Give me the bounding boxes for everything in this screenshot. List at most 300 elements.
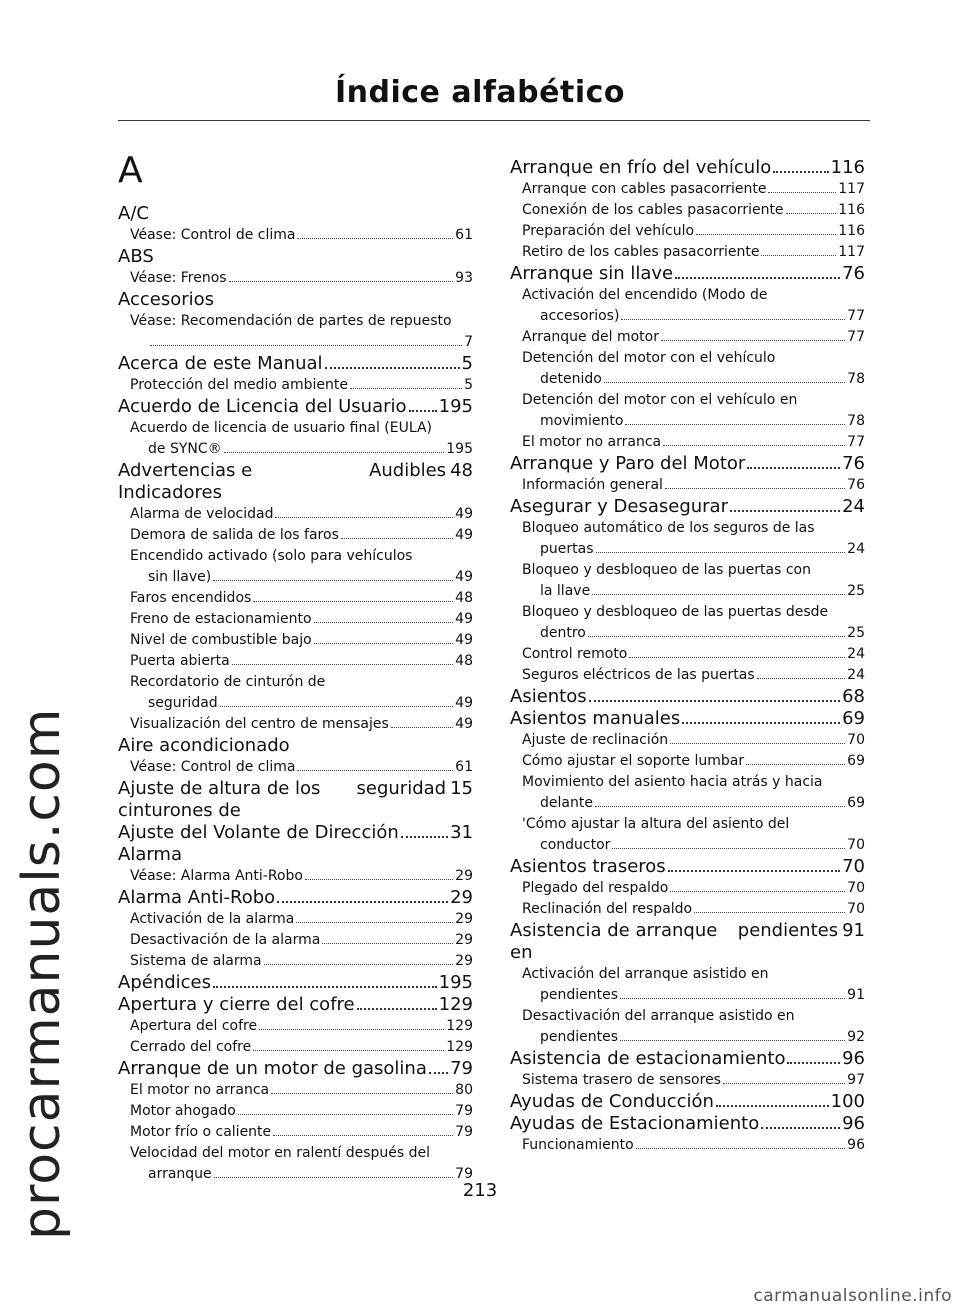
index-subentry	[510, 518, 865, 560]
page-ref: 7	[464, 334, 473, 350]
dot-leader	[629, 657, 845, 658]
dot-leader	[409, 410, 437, 412]
entry-text: Conexión de los cables pasacorriente	[522, 202, 784, 218]
index-heading	[118, 994, 473, 1016]
entry-text: Acuerdo de licencia de usuario final (EULA)	[130, 420, 433, 436]
entry-text: Asegurar y Desasegurar	[510, 496, 728, 517]
title-divider	[118, 120, 870, 121]
entry-text: Activación del arranque asistido en	[522, 966, 769, 982]
entry-continuation	[522, 1027, 865, 1048]
index-subentry	[118, 1101, 473, 1122]
dot-leader	[213, 580, 453, 581]
entry-text: 'Cómo ajustar la altura del asiento del	[522, 816, 790, 832]
index-subentry	[510, 560, 865, 602]
entry-text: Funcionamiento	[522, 1137, 634, 1153]
page-ref: 78	[847, 413, 865, 429]
dot-leader	[229, 281, 454, 282]
index-subentry	[118, 546, 473, 588]
page-ref: 61	[455, 227, 473, 243]
entry-text: Recordatorio de cinturón de	[130, 674, 326, 690]
page-ref: 24	[847, 667, 865, 683]
page-ref: 29	[455, 868, 473, 884]
entry-text: Bloqueo y desbloqueo de las puertas con	[522, 562, 811, 578]
page-ref: 70	[847, 732, 865, 748]
index-subentry	[510, 179, 865, 200]
entry-text: Freno de estacionamiento	[130, 611, 312, 627]
index-heading	[118, 396, 473, 418]
entry-continuation	[522, 539, 865, 560]
index-heading	[118, 460, 473, 504]
entry-text: Acuerdo de Licencia del Usuario	[118, 396, 407, 417]
dot-leader	[757, 678, 846, 679]
index-subentry	[510, 432, 865, 453]
page-ref: 116	[830, 157, 865, 178]
page-ref: 49	[455, 695, 473, 711]
page-ref: 70	[847, 837, 865, 853]
index-subentry	[118, 1122, 473, 1143]
index-entries-left	[118, 203, 473, 1185]
page-ref: 195	[438, 396, 473, 417]
page-ref: 77	[847, 434, 865, 450]
dot-leader	[682, 722, 840, 724]
entry-text: Activación de la alarma	[130, 911, 295, 927]
index-subentry	[118, 672, 473, 714]
entry-text-cont: pendientes	[540, 987, 619, 1003]
entry-text: Ayudas de Estacionamiento	[510, 1113, 760, 1134]
dot-leader	[786, 213, 837, 214]
index-column-left	[118, 145, 473, 1185]
dot-leader	[620, 998, 845, 999]
index-subentry	[118, 504, 473, 525]
dot-leader	[696, 234, 836, 235]
index-subentry	[510, 751, 865, 772]
dot-leader	[670, 891, 845, 892]
page-ref: 80	[455, 1082, 473, 1098]
dot-leader	[275, 517, 453, 518]
page-ref: 69	[847, 795, 865, 811]
page-ref: 77	[847, 329, 865, 345]
entry-text: Velocidad del motor en ralentí después del	[130, 1145, 431, 1161]
index-heading	[118, 887, 473, 909]
entry-text-cont: sin llave)	[148, 569, 212, 585]
page-ref: 97	[847, 1072, 865, 1088]
dot-leader	[620, 1040, 845, 1041]
entry-text: El motor no arranca	[522, 434, 662, 450]
index-subentry	[510, 221, 865, 242]
page-ref: 31	[450, 822, 473, 843]
page-ref: 129	[446, 1039, 473, 1055]
index-subentry	[118, 311, 473, 353]
dot-leader	[761, 255, 836, 256]
index-entries-right	[510, 157, 865, 1156]
entry-continuation	[522, 835, 865, 856]
index-subentry	[510, 242, 865, 263]
entry-text: Ajuste de altura de los cinturones de	[118, 778, 321, 821]
index-subentry	[118, 1143, 473, 1185]
page-ref: 69	[847, 753, 865, 769]
index-subentry	[118, 1037, 473, 1058]
index-subentry	[118, 1080, 473, 1101]
page-ref: 5	[461, 353, 473, 374]
index-heading	[510, 157, 865, 179]
index-heading	[510, 496, 865, 518]
index-subentry	[510, 327, 865, 348]
dot-leader	[150, 345, 462, 346]
entry-text: Acerca de este Manual	[118, 353, 323, 374]
entry-text: Véase: Alarma Anti-Robo	[130, 868, 303, 884]
index-heading	[510, 263, 865, 285]
entry-text: Motor ahogado	[130, 1103, 236, 1119]
index-heading	[510, 1113, 865, 1135]
page-ref: 49	[455, 632, 473, 648]
index-subentry	[118, 225, 473, 246]
dot-leader	[273, 1135, 453, 1136]
page-ref: 78	[847, 371, 865, 387]
dot-leader	[773, 171, 828, 173]
entry-text: Puerta abierta	[130, 653, 230, 669]
index-subentry	[510, 730, 865, 751]
entry-text: Apéndices	[118, 972, 211, 993]
index-subentry	[510, 602, 865, 644]
dot-leader	[297, 238, 453, 239]
page-ref: 117	[838, 181, 865, 197]
entry-continuation	[130, 693, 473, 714]
entry-text-cont: delante	[540, 795, 593, 811]
index-subentry	[510, 665, 865, 686]
entry-text: Reclinación del respaldo	[522, 901, 693, 917]
dot-leader	[592, 594, 845, 595]
page-ref: 49	[455, 527, 473, 543]
dot-leader	[325, 367, 460, 369]
entry-text: Nivel de combustible bajo	[130, 632, 312, 648]
index-subentry	[118, 588, 473, 609]
index-subentry	[118, 866, 473, 887]
entry-continuation	[522, 581, 865, 602]
dot-leader	[357, 1008, 437, 1010]
dot-leader	[716, 1105, 829, 1107]
index-heading	[118, 353, 473, 375]
index-subentry	[118, 418, 473, 460]
page-ref: 61	[455, 759, 473, 775]
page-ref: 77	[847, 308, 865, 324]
entry-text: Arranque con cables pasacorriente	[522, 181, 767, 197]
dot-leader	[314, 622, 454, 623]
dot-leader	[271, 1093, 453, 1094]
entry-text: Arranque sin llave	[510, 263, 674, 284]
index-subentry	[510, 772, 865, 814]
entry-text: Asientos manuales	[510, 708, 681, 729]
page-ref: 195	[438, 972, 473, 993]
dot-leader	[305, 879, 453, 880]
page-ref: 5	[464, 377, 473, 393]
dot-leader	[264, 964, 454, 965]
entry-continuation	[130, 332, 473, 353]
entry-text-cont: seguridad	[148, 695, 218, 711]
dot-leader	[665, 488, 845, 489]
entry-text: Apertura y cierre del cofre	[118, 994, 355, 1015]
dot-leader	[297, 770, 453, 771]
page-ref: 29	[455, 911, 473, 927]
page-ref: 49	[455, 611, 473, 627]
entry-text: Ayudas de Conducción	[510, 1091, 714, 1112]
entry-text-cont: accesorios)	[540, 308, 620, 324]
dot-leader	[636, 1148, 845, 1149]
entry-continuation	[345, 778, 473, 800]
dot-leader	[429, 1072, 448, 1074]
entry-text: Detención del motor con el vehículo en	[522, 392, 798, 408]
dot-leader	[322, 943, 453, 944]
index-subentry	[510, 878, 865, 899]
index-heading: Aire acondicionado	[118, 735, 290, 756]
entry-continuation	[130, 439, 473, 460]
entry-text: Encendido activado (solo para vehículos	[130, 548, 413, 564]
index-subentry	[510, 814, 865, 856]
index-subentry	[510, 390, 865, 432]
index-subentry	[510, 644, 865, 665]
entry-text: Desactivación del arranque asistido en	[522, 1008, 795, 1024]
dot-leader	[350, 388, 462, 389]
entry-text: Cómo ajustar el soporte lumbar	[522, 753, 745, 769]
entry-text: Asistencia de estacionamiento	[510, 1048, 786, 1069]
dot-leader	[314, 643, 454, 644]
dot-leader	[761, 1127, 840, 1129]
index-heading	[118, 972, 473, 994]
index-subentry	[118, 630, 473, 651]
index-subentry	[510, 899, 865, 920]
index-subentry	[510, 1070, 865, 1091]
page-ref: 24	[842, 496, 865, 517]
entry-text: Control remoto	[522, 646, 628, 662]
entry-text: Movimiento del asiento hacia atrás y hacia	[522, 774, 823, 790]
entry-text: Asientos traseros	[510, 856, 666, 877]
entry-text: Preparación del vehículo	[522, 223, 695, 239]
index-subentry	[510, 1006, 865, 1048]
dot-leader	[401, 836, 448, 838]
index-subentry	[118, 951, 473, 972]
page-ref: 116	[838, 223, 865, 239]
entry-text: Advertencias e Indicadores	[118, 460, 253, 503]
page-ref: 129	[446, 1018, 473, 1034]
dot-leader	[747, 467, 840, 469]
page-ref: 91	[842, 920, 865, 941]
page-ref: 49	[455, 506, 473, 522]
page-ref: 100	[830, 1091, 865, 1112]
index-heading	[510, 920, 865, 964]
entry-text: Alarma Anti-Robo	[118, 887, 276, 908]
page-ref: 96	[842, 1113, 865, 1134]
entry-text-cont: Audibles	[369, 460, 447, 481]
dot-leader	[220, 706, 454, 707]
index-column-right	[510, 157, 865, 1156]
dot-leader	[232, 664, 453, 665]
dot-leader	[787, 1062, 840, 1064]
index-heading	[510, 856, 865, 878]
dot-leader	[391, 727, 453, 728]
entry-continuation	[357, 460, 473, 482]
entry-text-cont: dentro	[540, 625, 586, 641]
entry-text: Alarma de velocidad	[130, 506, 274, 522]
entry-text-cont: pendientes	[540, 1029, 619, 1045]
index-subentry	[118, 1016, 473, 1037]
page-ref: 93	[455, 270, 473, 286]
page-ref: 25	[847, 625, 865, 641]
entry-text-cont: conductor	[540, 837, 611, 853]
page-ref: 195	[446, 441, 473, 457]
entry-text: Plegado del respaldo	[522, 880, 669, 896]
section-letter: A	[118, 150, 143, 191]
entry-text: Bloqueo automático de los seguros de las	[522, 520, 815, 536]
dot-leader	[253, 1050, 444, 1051]
dot-leader	[224, 452, 445, 453]
entry-text: Ajuste del Volante de Dirección	[118, 822, 399, 843]
page-ref: 76	[847, 477, 865, 493]
index-subentry	[118, 525, 473, 546]
entry-continuation	[522, 985, 865, 1006]
entry-text: El motor no arranca	[130, 1082, 270, 1098]
index-subentry	[118, 375, 473, 396]
index-subentry	[118, 651, 473, 672]
dot-leader	[296, 922, 453, 923]
page-ref: 24	[847, 541, 865, 557]
page-ref: 15	[450, 778, 473, 799]
page-ref: 79	[450, 1058, 473, 1079]
dot-leader	[694, 912, 845, 913]
dot-leader	[663, 445, 845, 446]
entry-text: Asistencia de arranque en	[510, 920, 718, 963]
page-ref: 79	[455, 1103, 473, 1119]
entry-continuation	[522, 306, 865, 327]
entry-text: Arranque y Paro del Motor	[510, 453, 746, 474]
page-ref: 48	[450, 460, 473, 481]
index-subentry	[510, 348, 865, 390]
page-number: 213	[462, 1180, 498, 1201]
dot-leader	[746, 764, 845, 765]
entry-text-cont: puertas	[540, 541, 594, 557]
entry-text-cont: de SYNC®	[148, 441, 222, 457]
entry-text: Arranque en frío del vehículo	[510, 157, 772, 178]
index-heading: Accesorios	[118, 289, 215, 310]
dot-leader	[661, 340, 845, 341]
entry-text: Desactivación de la alarma	[130, 932, 321, 948]
index-heading: Alarma	[118, 844, 182, 865]
page-ref: 96	[842, 1048, 865, 1069]
dot-leader	[768, 192, 836, 193]
entry-text: Apertura del cofre	[130, 1018, 258, 1034]
page-ref: 129	[438, 994, 473, 1015]
page-ref: 96	[847, 1137, 865, 1153]
entry-continuation	[726, 920, 865, 942]
entry-text-cont: arranque	[148, 1166, 212, 1182]
index-heading	[118, 778, 473, 822]
page-ref: 25	[847, 583, 865, 599]
index-subentry	[118, 714, 473, 735]
entry-text-cont: movimiento	[540, 413, 624, 429]
index-subentry	[510, 285, 865, 327]
entry-text-cont: pendientes	[737, 920, 839, 941]
dot-leader	[621, 319, 845, 320]
entry-text-cont: seguridad	[356, 778, 447, 799]
index-subentry	[510, 475, 865, 496]
index-heading: A/C	[118, 203, 149, 224]
dot-leader	[341, 538, 453, 539]
page-ref: 29	[455, 932, 473, 948]
dot-leader	[595, 806, 845, 807]
dot-leader	[213, 986, 437, 988]
dot-leader	[730, 510, 840, 512]
page-title: Índice alfabético	[334, 75, 625, 110]
page-ref: 116	[838, 202, 865, 218]
page-ref: 49	[455, 716, 473, 732]
page-ref: 70	[842, 856, 865, 877]
entry-text: Bloqueo y desbloqueo de las puertas desde	[522, 604, 829, 620]
index-subentry	[510, 1135, 865, 1156]
side-watermark: procarmanuals.com	[12, 707, 72, 1240]
dot-leader	[625, 424, 845, 425]
entry-continuation	[130, 567, 473, 588]
page-ref: 70	[847, 901, 865, 917]
dot-leader	[238, 1114, 453, 1115]
page-ref: 76	[842, 453, 865, 474]
index-heading	[118, 822, 473, 844]
page-ref: 29	[450, 887, 473, 908]
page-ref: 70	[847, 880, 865, 896]
entry-text: Visualización del centro de mensajes	[130, 716, 389, 732]
entry-text-cont: detenido	[540, 371, 602, 387]
entry-text: Véase: Control de clima	[130, 227, 296, 243]
entry-text: Detención del motor con el vehículo	[522, 350, 776, 366]
dot-leader	[214, 1177, 454, 1178]
index-subentry	[118, 757, 473, 778]
page-ref: 79	[455, 1124, 473, 1140]
entry-text: Protección del medio ambiente	[130, 377, 348, 393]
entry-text: Faros encendidos	[130, 590, 252, 606]
entry-text: Activación del encendido (Modo de	[522, 287, 768, 303]
entry-text-cont: la llave	[540, 583, 591, 599]
entry-text: Arranque del motor	[522, 329, 659, 345]
entry-continuation	[522, 411, 865, 432]
entry-text: Véase: Recomendación de partes de repuesto	[130, 313, 452, 329]
dot-leader	[675, 277, 840, 279]
dot-leader	[668, 870, 840, 872]
page-ref: 48	[455, 653, 473, 669]
entry-text: Demora de salida de los faros	[130, 527, 339, 543]
page-ref: 91	[847, 987, 865, 1003]
page-ref: 69	[842, 708, 865, 729]
footer-watermark: carmanualsonline.info	[753, 1286, 952, 1306]
dot-leader	[253, 601, 453, 602]
index-subentry	[118, 609, 473, 630]
dot-leader	[723, 1083, 845, 1084]
entry-text: Cerrado del cofre	[130, 1039, 252, 1055]
page-ref: 68	[842, 686, 865, 707]
dot-leader	[259, 1029, 444, 1030]
entry-text: Sistema de alarma	[130, 953, 262, 969]
index-heading	[118, 1058, 473, 1080]
index-heading	[510, 453, 865, 475]
entry-text: Ajuste de reclinación	[522, 732, 669, 748]
entry-text: Véase: Frenos	[130, 270, 227, 286]
index-subentry	[510, 200, 865, 221]
index-subentry	[510, 964, 865, 1006]
page-ref: 92	[847, 1029, 865, 1045]
entry-text: Retiro de los cables pasacorriente	[522, 244, 760, 260]
page-ref: 49	[455, 569, 473, 585]
page-ref: 79	[455, 1166, 473, 1182]
page-ref: 29	[455, 953, 473, 969]
entry-text: Motor frío o caliente	[130, 1124, 272, 1140]
index-heading	[510, 686, 865, 708]
entry-continuation	[522, 793, 865, 814]
